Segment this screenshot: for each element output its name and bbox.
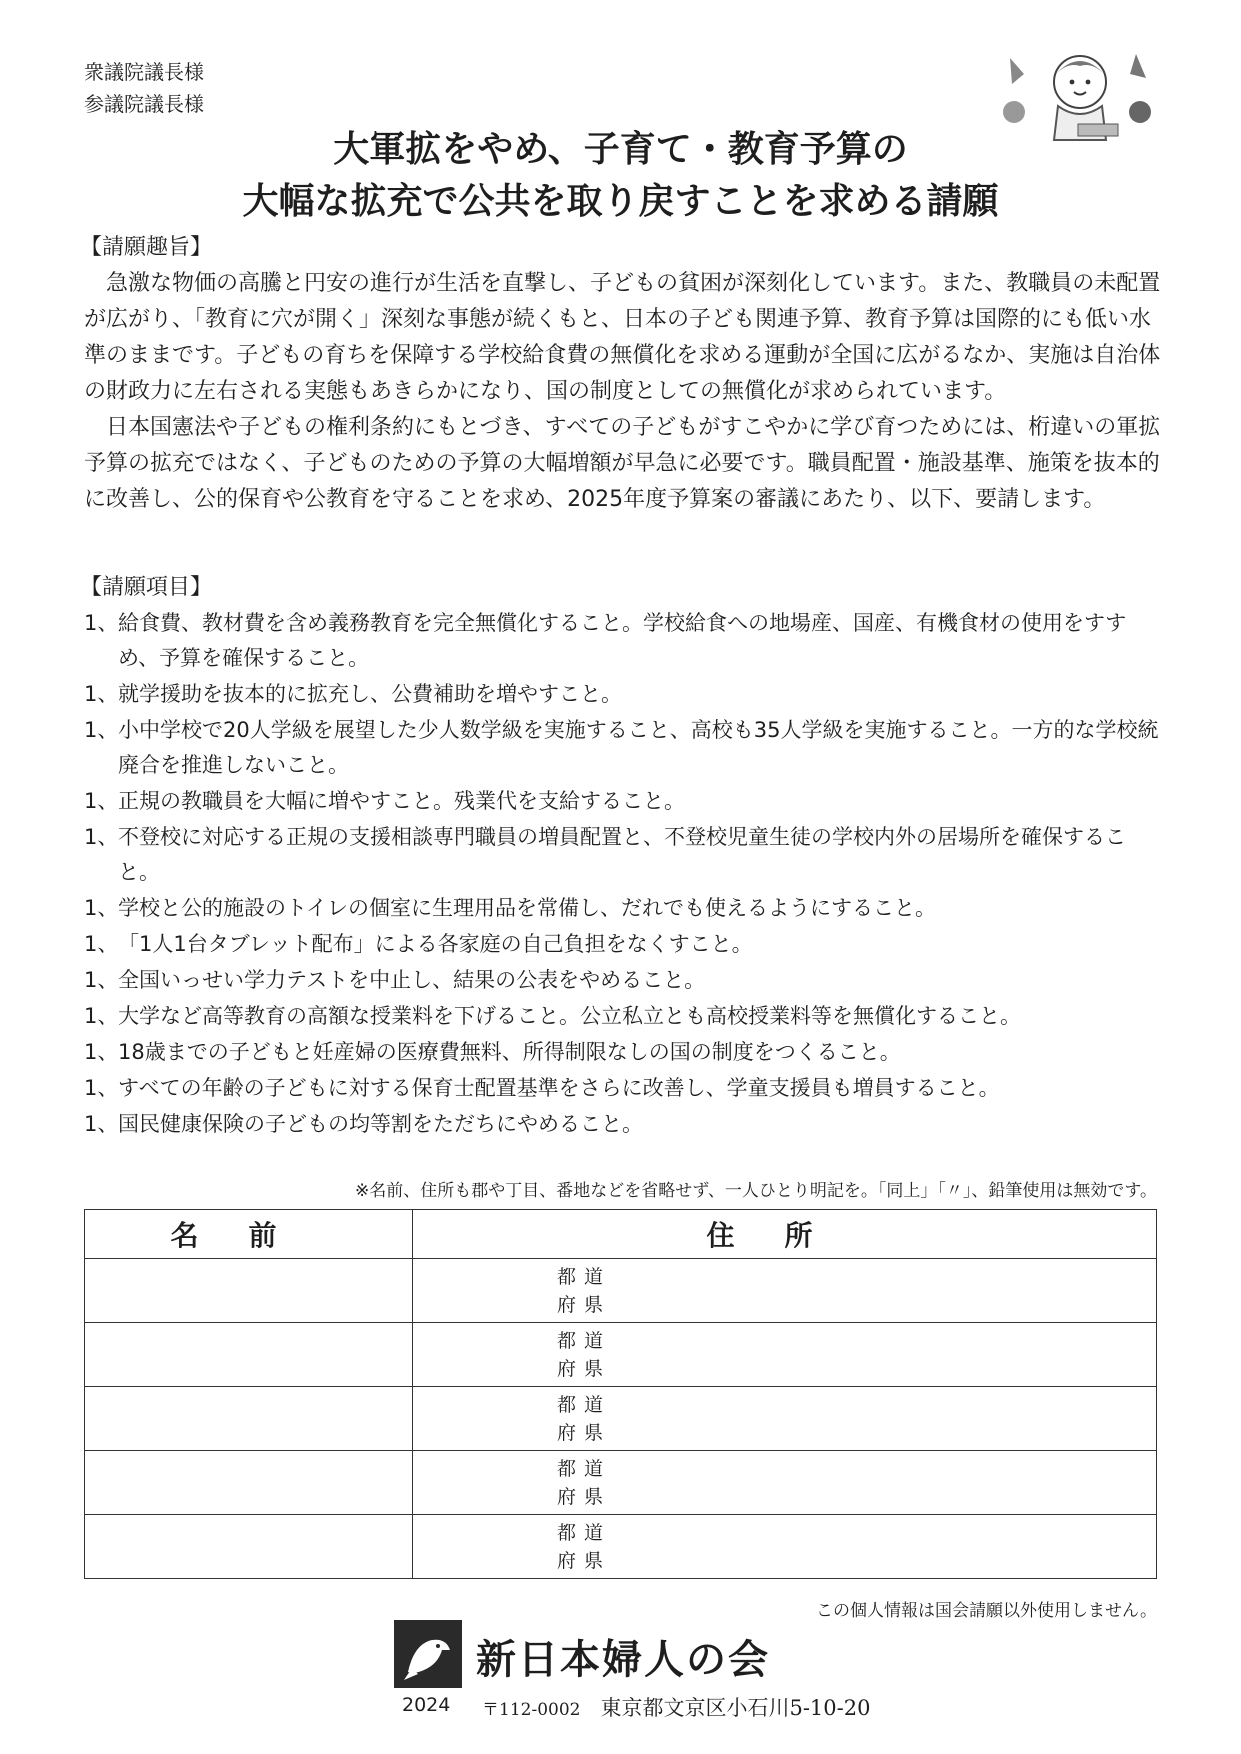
prefecture-label: 府県 — [557, 1293, 612, 1316]
item-text: 大学など高等教育の高額な授業料を下げること。公立私立とも高校授業料等を無償化すること。 — [118, 1004, 1021, 1028]
address-field[interactable] — [413, 1515, 1157, 1579]
name-field[interactable] — [85, 1515, 413, 1579]
item-text: すべての年齢の子どもに対する保育士配置基準をさらに改善し、学童支援員も増員すること。 — [118, 1076, 1000, 1100]
bird-logo-icon — [394, 1620, 462, 1688]
prefecture-label: 都道 — [557, 1393, 612, 1416]
address-field[interactable] — [413, 1323, 1157, 1387]
list-item — [84, 1035, 1164, 1070]
prefecture-label: 都道 — [557, 1265, 612, 1288]
address-field[interactable] — [413, 1387, 1157, 1451]
prefecture-label: 府県 — [557, 1549, 612, 1572]
signature-note: ※名前、住所も郡や丁目、番地などを省略せず、一人ひとり明記を。「同上」「〃」、鉛筆使用は無効です。 — [354, 1181, 1157, 1201]
address-column-header: 住所 — [413, 1210, 1157, 1259]
intent-body — [84, 266, 1164, 518]
prefecture-label: 府県 — [557, 1485, 612, 1508]
item-marker: 1、 — [84, 611, 119, 635]
items-heading: 【請願項目】 — [80, 575, 213, 600]
item-text: 小中学校で20人学級を展望した少人数学級を実施すること、高校も35人学級を実施すること。一方的な学校統廃合を推進しないこと。 — [118, 718, 1159, 777]
item-text: 全国いっせい学力テストを中止し、結果の公表をやめること。 — [118, 968, 706, 992]
list-item — [84, 677, 1164, 712]
title-line-1: 大軍拡をやめ、子育て・教育予算の — [333, 129, 908, 170]
list-item — [84, 927, 1164, 962]
item-text: 正規の教職員を大幅に増やすこと。残業代を支給すること。 — [118, 789, 685, 813]
signature-table-header — [85, 1210, 1157, 1259]
addressee-house-of-representatives: 衆議院議長様 — [84, 60, 204, 84]
addressees — [84, 56, 204, 120]
address-field[interactable] — [413, 1451, 1157, 1515]
list-item — [84, 999, 1164, 1034]
item-text: 18歳までの子どもと妊産婦の医療費無料、所得制限なしの国の制度をつくること。 — [118, 1040, 901, 1064]
list-item — [84, 606, 1164, 676]
prefecture-label: 都道 — [557, 1521, 612, 1544]
item-marker: 1、 — [84, 932, 119, 956]
prefecture-label: 都道 — [557, 1457, 612, 1480]
list-item — [84, 963, 1164, 998]
prefecture-label: 府県 — [557, 1357, 612, 1380]
intent-paragraph: 急激な物価の高騰と円安の進行が生活を直撃し、子どもの貧困が深刻化しています。また、教職員の未配置が広がり、「教育に穴が開く」深刻な事態が続くもと、日本の子ども関連予算、教育予算は国際的にも低い水準のままです。子どもの育ちを保障する学校給食費の無償化を求める運動が全国に広がるなか、実施は自治体の財政力に左右される実態もあきらかになり、国の制度としての無償化が求められています。 — [84, 271, 1161, 404]
postal-code: 〒112-0002 — [482, 1700, 581, 1720]
table-row — [85, 1451, 1157, 1515]
list-item — [84, 1071, 1164, 1106]
organization-name: 新日本婦人の会 — [476, 1636, 770, 1683]
name-field[interactable] — [85, 1387, 413, 1451]
list-item — [84, 713, 1164, 783]
list-item — [84, 820, 1164, 890]
name-field[interactable] — [85, 1259, 413, 1323]
address-field[interactable] — [413, 1259, 1157, 1323]
privacy-notice: この個人情報は国会請願以外使用しません。 — [815, 1601, 1157, 1621]
item-marker: 1、 — [84, 1112, 119, 1136]
table-row — [85, 1515, 1157, 1579]
item-marker: 1、 — [84, 718, 119, 742]
item-marker: 1、 — [84, 825, 119, 849]
street-address: 東京都文京区小石川5-10-20 — [600, 1696, 871, 1720]
item-marker: 1、 — [84, 1004, 119, 1028]
prefecture-label: 都道 — [557, 1329, 612, 1352]
item-text: 国民健康保険の子どもの均等割をただちにやめること。 — [118, 1112, 643, 1136]
item-marker: 1、 — [84, 896, 119, 920]
addressee-house-of-councillors: 参議院議長様 — [84, 92, 204, 116]
item-marker: 1、 — [84, 1040, 119, 1064]
intent-paragraph: 日本国憲法や子どもの権利条約にもとづき、すべての子どもがすこやかに学び育つためには、桁違いの軍拡予算の拡充ではなく、子どものための予算の大幅増額が早急に必要です。職員配置・施設基準、施策を抜本的に改善し、公的保育や公教育を守ることを求め、2025年度予算案の審議にあたり、以下、要請します。 — [84, 415, 1161, 512]
title-line-2: 大幅な拡充で公共を取り戻すことを求める請願 — [242, 181, 999, 222]
petition-title — [0, 124, 1241, 228]
list-item — [84, 891, 1164, 926]
item-text: 給食費、教材費を含め義務教育を完全無償化すること。学校給食への地場産、国産、有機食材の使用をすすめ、予算を確保すること。 — [118, 611, 1127, 670]
item-marker: 1、 — [84, 1076, 119, 1100]
item-marker: 1、 — [84, 789, 119, 813]
petition-items-list — [84, 606, 1164, 1143]
name-field[interactable] — [85, 1451, 413, 1515]
item-text: 「1人1台タブレット配布」による各家庭の自己負担をなくすこと。 — [118, 932, 753, 956]
item-text: 学校と公的施設のトイレの個室に生理用品を常備し、だれでも使えるようにすること。 — [118, 896, 936, 920]
name-column-header: 名前 — [85, 1210, 413, 1259]
list-item — [84, 784, 1164, 819]
name-field[interactable] — [85, 1323, 413, 1387]
publication-year: 2024 — [402, 1694, 451, 1716]
table-row — [85, 1259, 1157, 1323]
list-item — [84, 1107, 1164, 1142]
item-text: 就学援助を抜本的に拡充し、公費補助を増やすこと。 — [118, 682, 622, 706]
item-text: 不登校に対応する正規の支援相談専門職員の増員配置と、不登校児童生徒の学校内外の居場所を確保すること。 — [118, 825, 1126, 884]
table-row — [85, 1323, 1157, 1387]
prefecture-label: 府県 — [557, 1421, 612, 1444]
organization-address — [482, 1692, 870, 1722]
intent-heading: 【請願趣旨】 — [80, 235, 213, 260]
table-row — [85, 1387, 1157, 1451]
signature-table — [84, 1209, 1157, 1579]
item-marker: 1、 — [84, 682, 119, 706]
item-marker: 1、 — [84, 968, 119, 992]
